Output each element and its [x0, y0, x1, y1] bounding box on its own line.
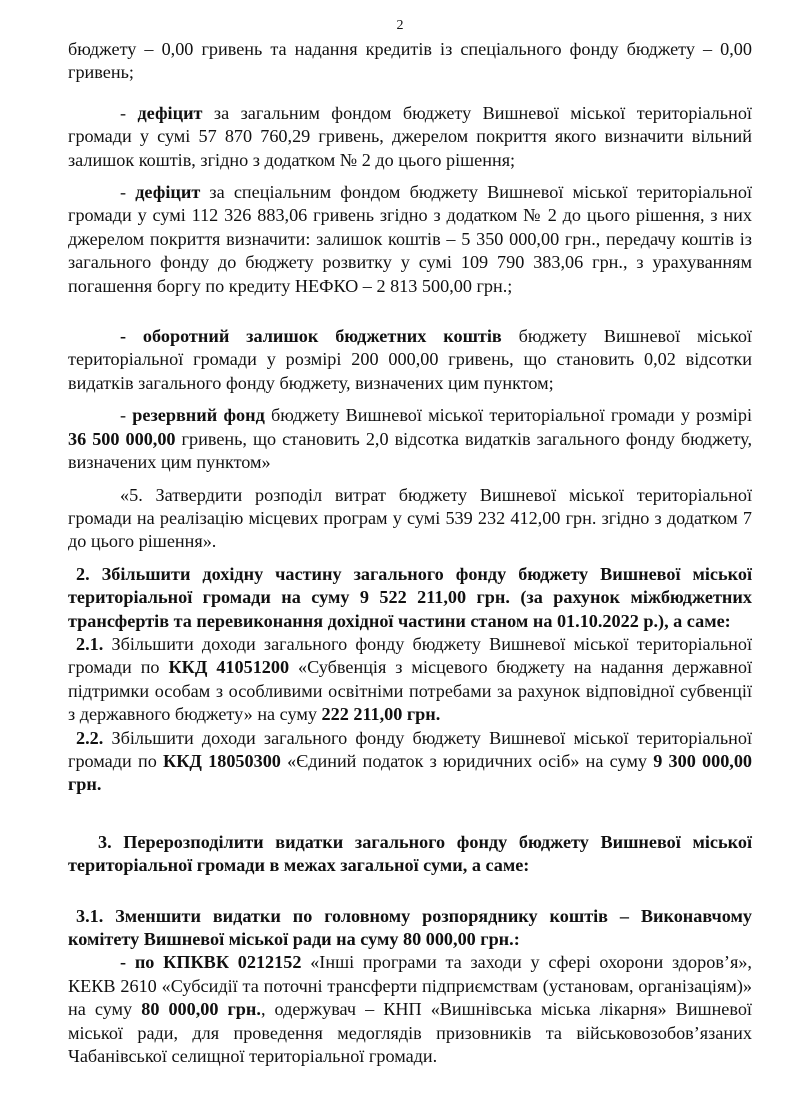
page-number: 2: [396, 18, 404, 33]
paragraph-section-3: 3. Перерозподілити видатки загального фонду бюджету Вишневої міської територіальної громади в межах загальної суми, а саме:: [68, 831, 752, 876]
paragraph-2-1: 2.1. Збільшити доходи загального фонду бюджету Вишневої міської територіальної громади по ККД 41051200 «Субвенція з місцевого бюджету на надання державної підтримки особам з особливими освітніми потребами за рахунок відповідної субвенції з державного бюджету» на суму 222 211,00 грн.: [68, 633, 753, 725]
code-kpkvk-0212152: - по КПКВК 0212152: [120, 952, 302, 973]
document-body: [68, 38, 752, 1068]
term-reserve-fund: резервний фонд: [132, 405, 265, 426]
term-deficit: дефіцит: [137, 102, 203, 123]
term-working-balance: - оборотний залишок бюджетних коштів: [120, 326, 502, 347]
code-kkd-18050300: ККД 18050300: [163, 750, 281, 771]
amount-80000: 80 000,00 грн.: [141, 999, 261, 1020]
paragraph-section-2: 2. Збільшити дохідну частину загального фонду бюджету Вишневої міської територіальної громади на суму 9 522 211,00 грн. (за рахунок міжбюджетних трансфертів та перевиконання дохідної частини станом на 01.10.2022 р.), а саме:: [68, 563, 752, 631]
paragraph-general-deficit: - дефіцит за загальним фондом бюджету Вишневої міської територіальної громади у сумі 57 870 760,29 гривень, джерелом покриття якого визначити вільний залишок коштів, згідно з додатком № 2 до цього рішення;: [68, 102, 752, 170]
paragraph-local-programs: «5. Затвердити розподіл витрат бюджету Вишневої міської територіальної громади на реалізацію місцевих програм у сумі 539 232 412,00 грн. згідно з додатком 7 до цього рішення».: [68, 484, 752, 552]
code-kkd-41051200: ККД 41051200: [168, 657, 290, 678]
amount-reserve: 36 500 000,00: [68, 428, 176, 449]
paragraph-3-1: 3.1. Зменшити видатки по головному розпоряднику коштів – Виконавчому комітету Вишневої міської ради на суму 80 000,00 грн.:: [68, 905, 752, 949]
paragraph-kpkvk: - по КПКВК 0212152 «Інші програми та заходи у сфері охорони здоров’я», КЕКВ 2610 «Субсидії та поточні трансферти підприємствам (установам, організаціям)» на суму 80 000,00 грн., одержувач – КНП «Вишнівська міська лікарня» Вишневої міської ради, для проведення медоглядів призовників та військовозобов’язаних Чабанівської селищної територіальної громади.: [68, 952, 752, 1067]
amount-9300000: 9 300 000,00 грн.: [68, 750, 753, 795]
paragraph-special-deficit: - дефіцит за спеціальним фондом бюджету Вишневої міської територіальної громади у сумі 112 326 883,06 гривень згідно з додатком № 2 до цього рішення, з них джерелом покриття визначити: залишок коштів – 5 350 000,00 грн., передачу коштів із загального фонду до бюджету розвитку у сумі 109 790 383,06 грн., з урахуванням погашення боргу по кредиту НЕФКО – 2 813 500,00 грн.;: [68, 182, 752, 296]
paragraph-credits: бюджету – 0,00 гривень та надання кредитів із спеціального фонду бюджету – 0,00 гривень;: [68, 39, 752, 83]
paragraph-2-2: 2.2. Збільшити доходи загального фонду бюджету Вишневої міської територіальної громади по ККД 18050300 «Єдиний податок з юридичних осіб» на суму 9 300 000,00 грн.: [68, 727, 753, 795]
amount-222211: 222 211,00 грн.: [321, 704, 441, 725]
paragraph-reserve-fund: - резервний фонд бюджету Вишневої міської територіальної громади у розмірі 36 500 000,00 гривень, що становить 2,0 відсотка видатків загального фонду бюджету, визначених цим пунктом»: [68, 405, 752, 473]
term-deficit: дефіцит: [135, 182, 201, 203]
paragraph-working-balance: - оборотний залишок бюджетних коштів бюджету Вишневої міської територіальної громади у розмірі 200 000,00 гривень, що становить 0,02 відсотки видатків загального фонду бюджету, визначених цим пунктом;: [68, 326, 752, 393]
